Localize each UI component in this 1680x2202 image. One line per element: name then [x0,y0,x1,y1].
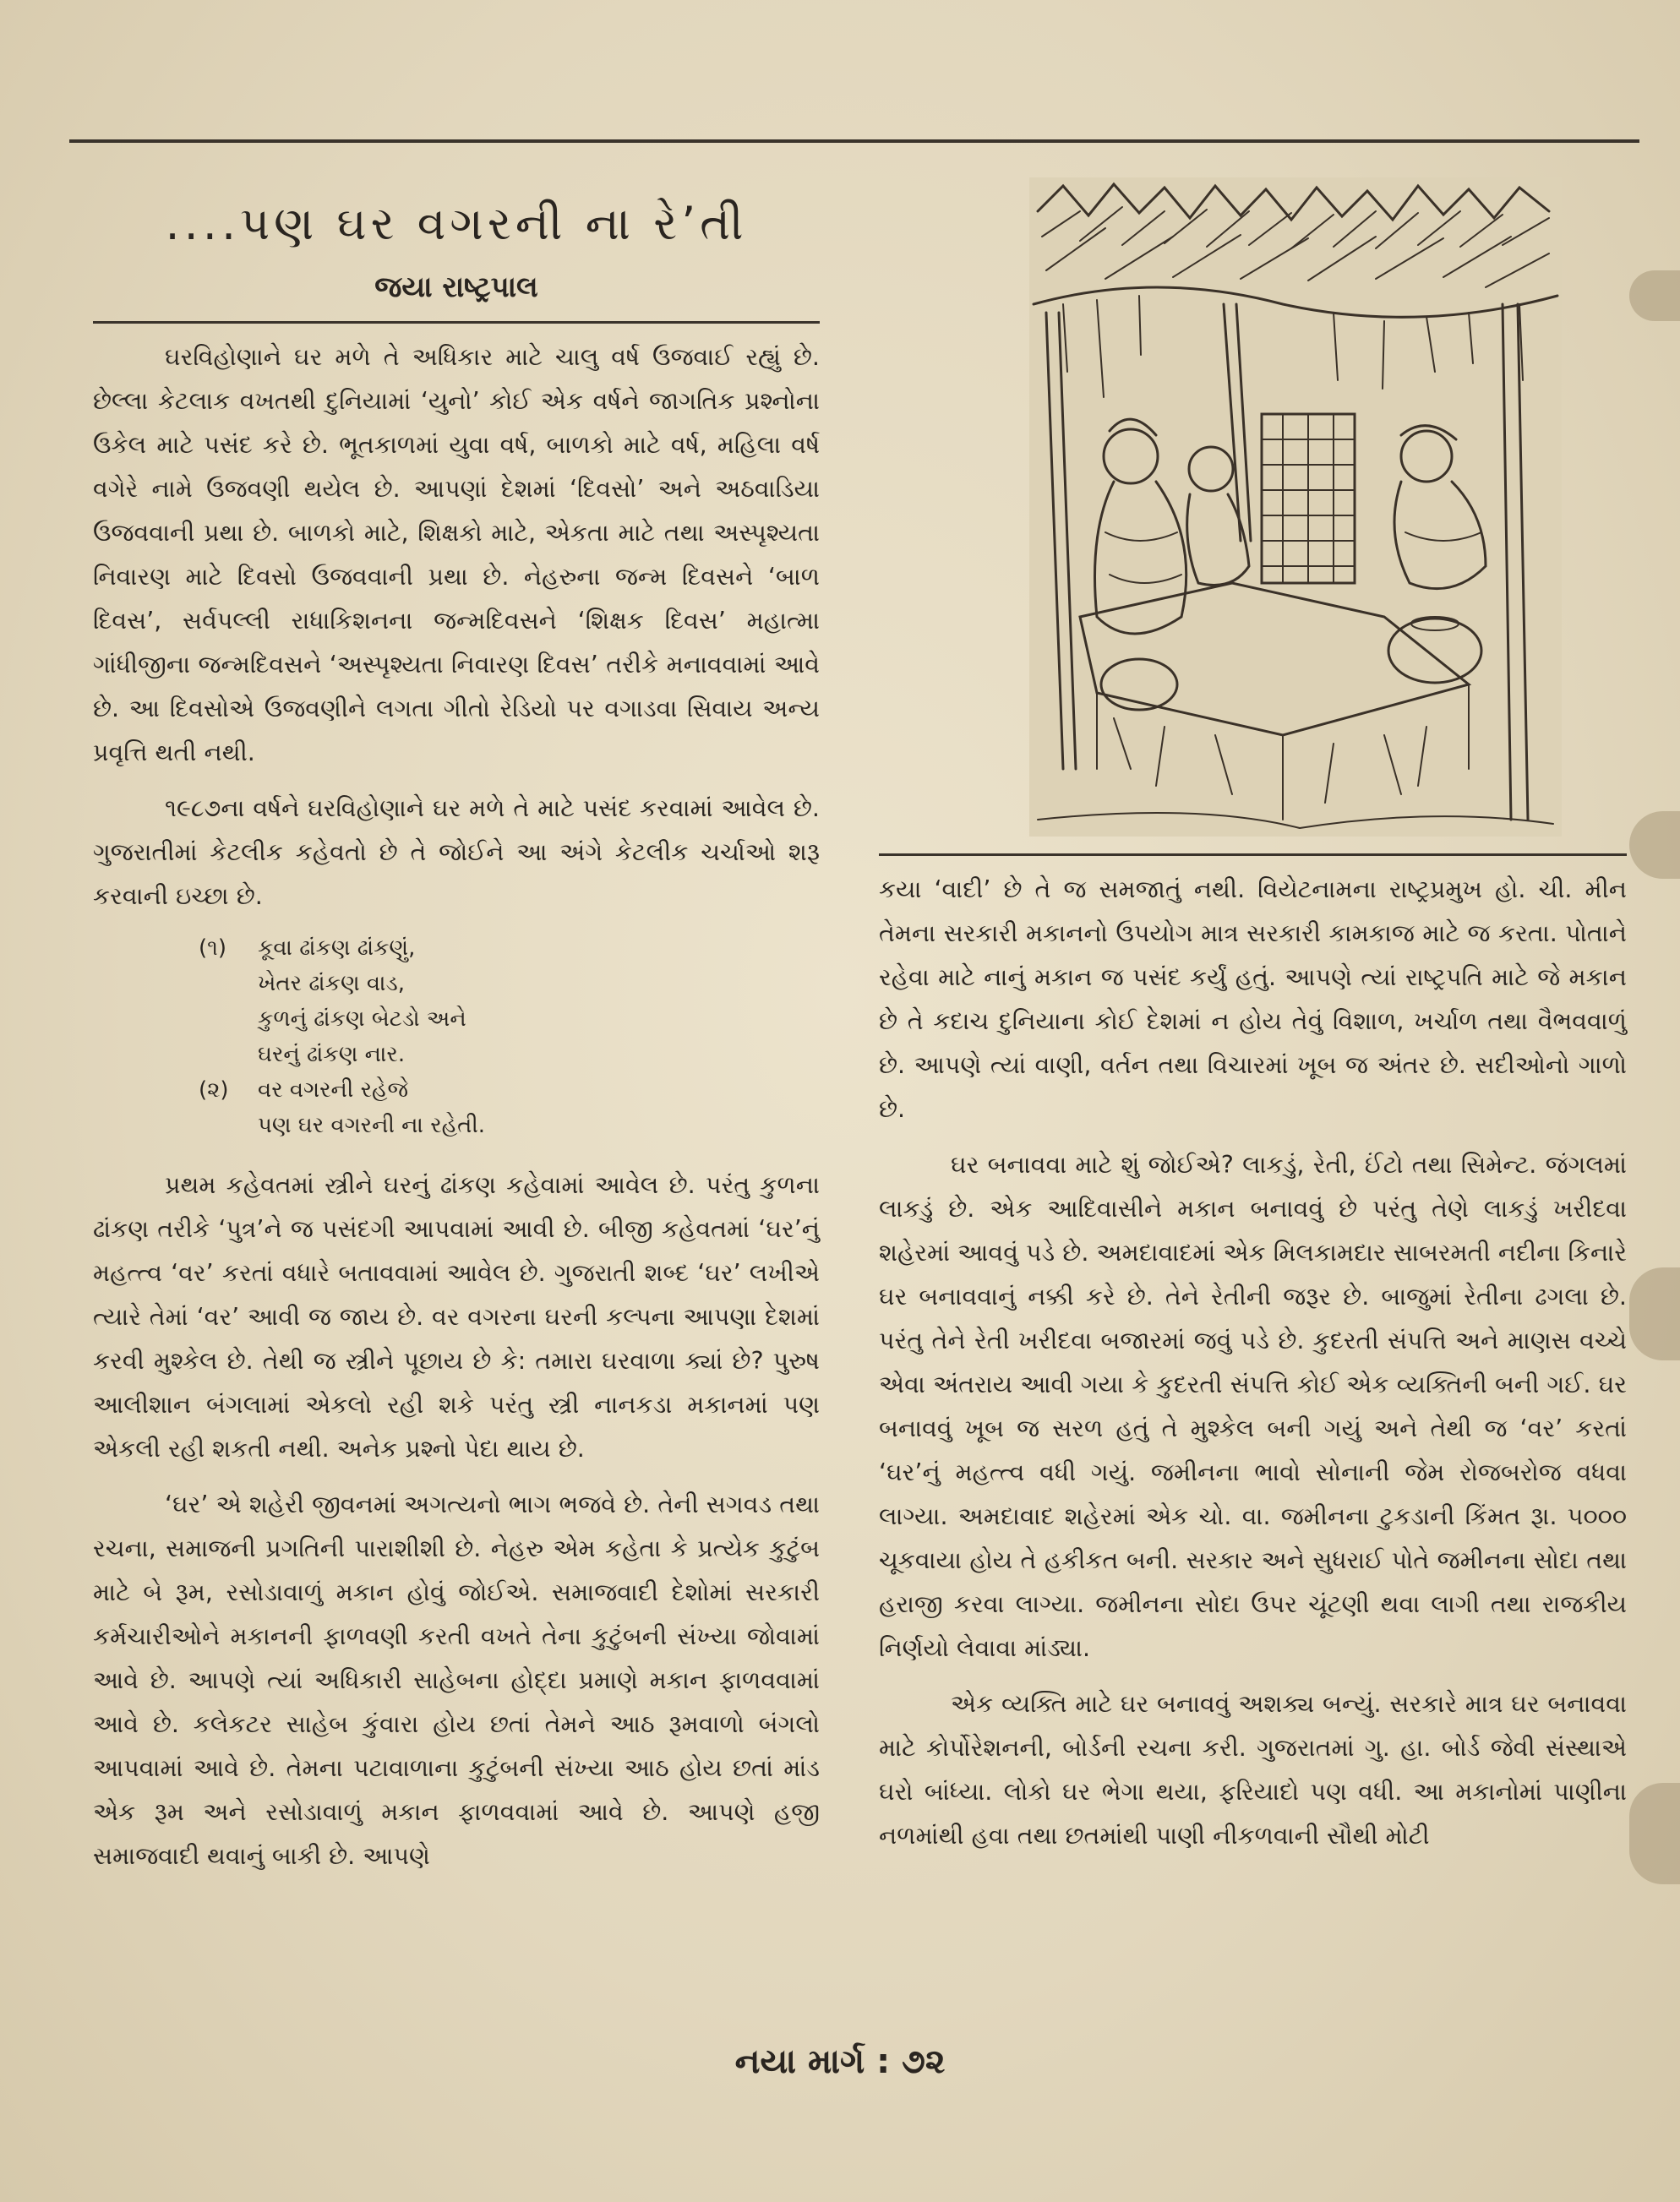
paragraph: ઘર બનાવવા માટે શું જોઈએ? લાકડું, રેતી, ઈંટો તથા સિમેન્ટ. જંગલમાં લાકડું છે. એક આદિવાસીને મકાન બનાવવું છે પરંતુ તેણે લાકડું ખરીદવા શહેરમાં આવવું પડે છે. અમદાવાદમાં એક મિલકામદાર સાબરમતી નદીના કિનારે ઘર બનાવવાનું નક્કી કરે છે. તેને રેતીની જરૂર છે. બાજુમાં રેતીના ઢગલા છે. પરંતુ તેને રેતી ખરીદવા બજારમાં જવું પડે છે. કુદરતી સંપત્તિ અને માણસ વચ્ચે એવા અંતરાય આવી ગયા કે કુદરતી સંપત્તિ કોઈ એક વ્યક્તિની બની ગઈ. ઘર બનાવવું ખૂબ જ સરળ હતું તે મુશ્કેલ બની ગયું અને તેથી જ ‘વર’ કરતાં ‘ઘર’નું મહત્ત્વ વધી ગયું. જમીનના ભાવો સોનાની જેમ રોજબરોજ વધવા લાગ્યા. અમદાવાદ શહેરમાં એક ચો. વા. જમીનના ટુકડાની કિંમત રૂા. ૫૦૦૦ ચૂકવાયા હોય તે હકીકત બની. સરકાર અને સુધરાઈ પોતે જમીનના સોદા તથા હરાજી કરવા લાગ્યા. જમીનના સોદા ઉપર ચૂંટણી થવા લાગી તથા રાજકીય નિર્ણયો લેવાવા માંડ્યા. [879,1151,1627,1662]
paragraph: કયા ‘વાદી’ છે તે જ સમજાતું નથી. વિયેટનામના રાષ્ટ્રપ્રમુખ હો. ચી. મીન તેમના સરકારી મકાનનો ઉપયોગ માત્ર સરકારી કામકાજ માટે જ કરતા. પોતાને રહેવા માટે નાનું મકાન જ પસંદ કર્યું હતું. આપણે ત્યાં રાષ્ટ્રપતિ માટે જે મકાન છે તે કદાચ દુનિયાના કોઈ દેશમાં ન હોય તેવું વિશાળ, ખર્ચાળ તથા વૈભવવાળું છે. આપણે ત્યાં વાણી, વર્તન તથા વિચારમાં ખૂબ જ અંતર છે. સદીઓનો ગાળો છે. [879,875,1627,1123]
proverb-line [93,1001,820,1037]
illustration-rule [879,853,1627,856]
proverb-text: કૂવા ઢાંકણ ઢાંકણું, [258,935,416,961]
hut-family-sketch [1029,177,1562,837]
proverb-number [199,1037,258,1072]
paragraph: એક વ્યક્તિ માટે ઘર બનાવવું અશક્ય બન્યું. સરકારે માત્ર ઘર બનાવવા માટે કોર્પોરેશનની, બોર્ડની રચના કરી. ગુજરાતમાં ગુ. હા. બોર્ડ જેવી સંસ્થાએ ઘરો બાંધ્યા. લોકો ઘર ભેગા થયા, ફરિયાદો પણ વધી. આ મકાનોમાં પાણીના નળમાંથી હવા તથા છતમાંથી પાણી નીકળવાની સૌથી મોટી [879,1690,1627,1850]
article-title: ....પણ ઘર વગરની ના રે’તી [165,197,748,250]
right-column [879,177,1627,2019]
proverb-line [93,930,820,966]
proverb-line [93,1072,820,1108]
proverb-text: ઘરનું ઢાંકણ નાર. [258,1042,406,1067]
proverb-number [199,1001,258,1037]
proverb-line [93,966,820,1001]
proverb-text: વર વગરની રહેજે [258,1077,409,1103]
left-column [93,177,820,2019]
proverb-line [93,1108,820,1143]
proverb-text: પણ ઘર વગરની ના રહેતી. [258,1113,486,1138]
paragraph: ‘ઘર’ એ શહેરી જીવનમાં અગત્યનો ભાગ ભજવે છે. તેની સગવડ તથા રચના, સમાજની પ્રગતિની પારાશીશી છે. નેહરુ એમ કહેતા કે પ્રત્યેક કુટુંબ માટે બે રૂમ, રસોડાવાળું મકાન હોવું જોઈએ. સમાજવાદી દેશોમાં સરકારી કર્મચારીઓને મકાનની ફાળવણી કરતી વખતે તેના કુટુંબની સંખ્યા જોવામાં આવે છે. આપણે ત્યાં અધિકારી સાહેબના હોદ્દા પ્રમાણે મકાન ફાળવવામાં આવે છે. કલેકટર સાહેબ કુંવારા હોય છતાં તેમને આઠ રૂમવાળો બંગલો આપવામાં આવે છે. તેમના પટાવાળાના કુટુંબની સંખ્યા આઠ હોય છતાં માંડ એક રૂમ અને રસોડાવાળું મકાન ફાળવવામાં આવે છે. આપણે હજી સમાજવાદી થવાનું બાકી છે. આપણે [93,1491,820,1870]
header-rule [69,139,1639,143]
proverb-text: કુળનું ઢાંકણ બેટડો અને [258,1006,466,1032]
proverb-number: (૨) [199,1077,229,1103]
proverb-text: ખેતર ઢાંકણ વાડ, [258,971,406,996]
page-footer: નયા માર્ગ : ૭૨ [734,2042,946,2081]
byline-rule [93,321,820,324]
proverbs-list [93,930,820,1143]
paragraph: પ્રથમ કહેવતમાં સ્ત્રીને ઘરનું ઢાંકણ કહેવામાં આવેલ છે. પરંતુ કુળના ઢાંકણ તરીકે ‘પુત્ર’ને જ પસંદગી આપવામાં આવી છે. બીજી કહેવતમાં ‘ઘર’નું મહત્ત્વ ‘વર’ કરતાં વધારે બતાવવામાં આવેલ છે. ગુજરાતી શબ્દ ‘ઘર’ લખીએ ત્યારે તેમાં ‘વર’ આવી જ જાય છે. વર વગરના ઘરની કલ્પના આપણા દેશમાં કરવી મુશ્કેલ છે. તેથી જ સ્ત્રીને પૂછાય છે કે: તમારા ઘરવાળા ક્યાં છે? પુરુષ આલીશાન બંગલામાં એકલો રહી શકે પરંતુ સ્ત્રી નાનકડા મકાનમાં પણ એકલી રહી શકતી નથી. અનેક પ્રશ્નો પેદા થાય છે. [93,1171,820,1463]
proverb-number [199,966,258,1001]
page-edge-damage [1629,1783,1680,1884]
paragraph: ઘરવિહોણાને ઘર મળે તે અધિકાર માટે ચાલુ વર્ષ ઉજવાઈ રહ્યું છે. છેલ્લા કેટલાક વખતથી દુનિયામાં ‘યુનો’ કોઈ એક વર્ષને જાગતિક પ્રશ્નોના ઉકેલ માટે પસંદ કરે છે. ભૂતકાળમાં યુવા વર્ષ, બાળકો માટે વર્ષ, મહિલા વર્ષ વગેરે નામે ઉજવણી થયેલ છે. આપણાં દેશમાં ‘દિવસો’ અને અઠવાડિયા ઉજવવાની પ્રથા છે. બાળકો માટે, શિક્ષકો માટે, એકતા માટે તથા અસ્પૃશ્યતા નિવારણ માટે દિવસો ઉજવવાની પ્રથા છે. નેહરુના જન્મ દિવસને ‘બાળ દિવસ’, સર્વપલ્લી રાધાકિશનના જન્મદિવસને ‘શિક્ષક દિવસ’ મહાત્મા ગાંધીજીના જન્મદિવસને ‘અસ્પૃશ્યતા નિવારણ દિવસ’ તરીકે મનાવવામાં આવે છે. આ દિવસોએ ઉજવણીને લગતા ગીતો રેડિયો પર વગાડવા સિવાય અન્ય પ્રવૃત્તિ થતી નથી. [93,343,820,766]
paragraph: ૧૯૮૭ના વર્ષને ઘરવિહોણાને ઘર મળે તે માટે પસંદ કરવામાં આવેલ છે. ગુજરાતીમાં કેટલીક કહેવતો છે તે જોઈને આ અંગે કેટલીક ચર્ચાઓ શરૂ કરવાની ઇચ્છા છે. [93,794,820,910]
page-edge-damage [1629,1267,1680,1360]
proverb-number: (૧) [199,935,227,961]
sketch-illustration [1029,177,1562,837]
page-edge-damage [1629,270,1680,321]
proverb-number [199,1108,258,1143]
author-byline: જયા રાષ્ટ્રપાલ [374,270,538,304]
proverb-line [93,1037,820,1072]
